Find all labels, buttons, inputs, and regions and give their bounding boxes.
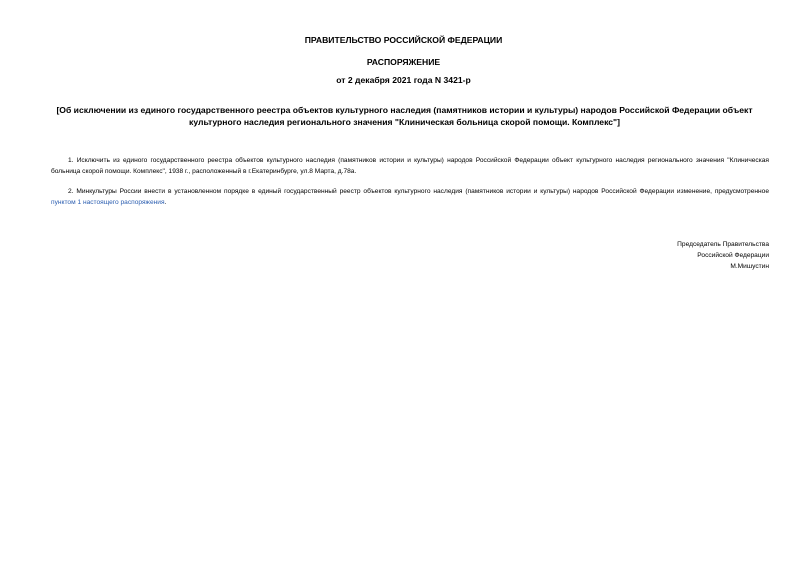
paragraph-1-text: 1. Исключить из единого государственного реестра объектов культурного наследия (памятников истории и культуры) народов Российской Федерации объект культурного наследия регионального значения "Клиническая больница скорой помощи. Комплекс", 1938 г., расположенный в г.Екатеринбурге, ул.8 Марта, д.78а. bbox=[51, 157, 769, 175]
document-type-heading: РАСПОРЯЖЕНИЕ bbox=[366, 57, 441, 67]
signature-position: Председатель Правительства bbox=[677, 241, 769, 248]
signature-organization: Российской Федерации bbox=[697, 252, 769, 259]
government-heading: ПРАВИТЕЛЬСТВО РОССИЙСКОЙ ФЕДЕРАЦИИ bbox=[304, 35, 503, 45]
paragraph-2-end: . bbox=[164, 198, 167, 206]
paragraph-2-text: 2. Минкультуры России внести в установленном порядке в единый государственный реестр объектов культурного наследия (памятников истории и культуры) народов Российской Федерации изменение, предусмотренное bbox=[68, 188, 769, 195]
signature-name: М.Мишустин bbox=[730, 263, 769, 270]
document-date-number: от 2 декабря 2021 года N 3421-р bbox=[336, 75, 471, 85]
document-title: [Об исключении из единого государственного реестра объектов культурного наследия (памятников истории и культуры) народов Российской Федерации объект культурного наследия регионального значения "Клиническая больница скорой помощи. Комплекс"] bbox=[56, 105, 753, 127]
reference-link-point-1[interactable]: пунктом 1 настоящего распоряжения bbox=[51, 198, 165, 206]
paragraph-2 bbox=[51, 187, 769, 208]
paragraph-1 bbox=[51, 156, 769, 177]
